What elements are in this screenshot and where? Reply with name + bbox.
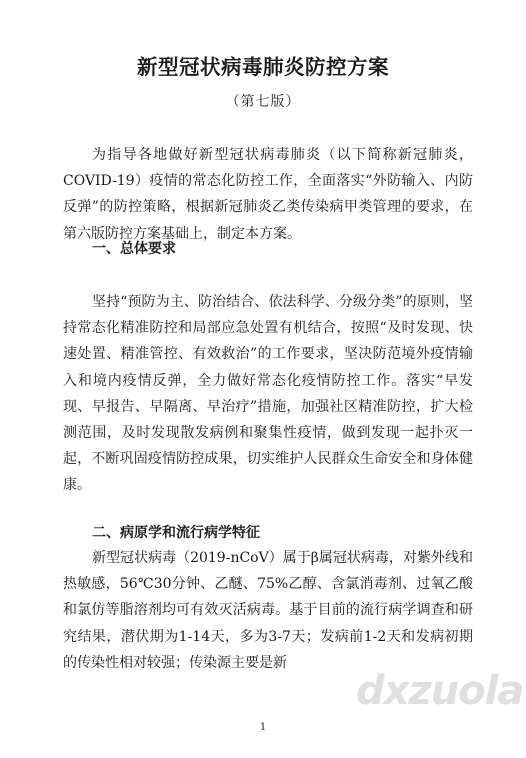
section-body-general-requirements: 坚持“预防为主、防治结合、依法科学、分级分类”的原则，坚持常态化精准防控和局部应急处置有机结合，按照“及时发现、快速处置、精准管控、有效救治”的工作要求，坚决防范境外疫情输入和境内疫情反弹，全力做好常态化疫情防控工作。落实“早发现、早报告、早隔离、早治疗”措施，加强社区精准防控，扩大检测范围，及时发现散发病例和聚集性疫情，做到发现一起扑灭一起，不断巩固疫情防控成果，切实维护人民群众生命安全和身体健康。 — [63, 294, 473, 494]
section-heading-etiology: 二、病原学和流行病学特征 — [92, 525, 260, 541]
section-heading-general-requirements: 一、总体要求 — [92, 241, 176, 257]
watermark-logo: dxzuola — [356, 668, 524, 714]
section-body-etiology: 新型冠状病毒（2019-nCoV）属于β属冠状病毒，对紫外线和热敏感，56℃30分钟、乙醚、75%乙醇、含氯消毒剂、过氧乙酸和氯仿等脂溶剂均可有效灭活病毒。基于目前的流行病学调查和研究结果，潜伏期为1-14天，多为3-7天；发病前1-2天和发病初期的传染性相对较强；传染源主要是新 — [63, 550, 473, 671]
document-title: 新型冠状病毒肺炎防控方案 — [137, 55, 389, 79]
document-edition: （第七版） — [225, 94, 301, 110]
page-number: 1 — [259, 722, 267, 733]
intro-paragraph: 为指导各地做好新型冠状病毒肺炎（以下简称新冠肺炎，COVID-19）疫情的常态化防控工作，全面落实“外防输入、内防反弹”的防控策略，根据新冠肺炎乙类传染病甲类管理的要求，在第六版防控方案基础上，制定本方案。 — [63, 147, 473, 242]
